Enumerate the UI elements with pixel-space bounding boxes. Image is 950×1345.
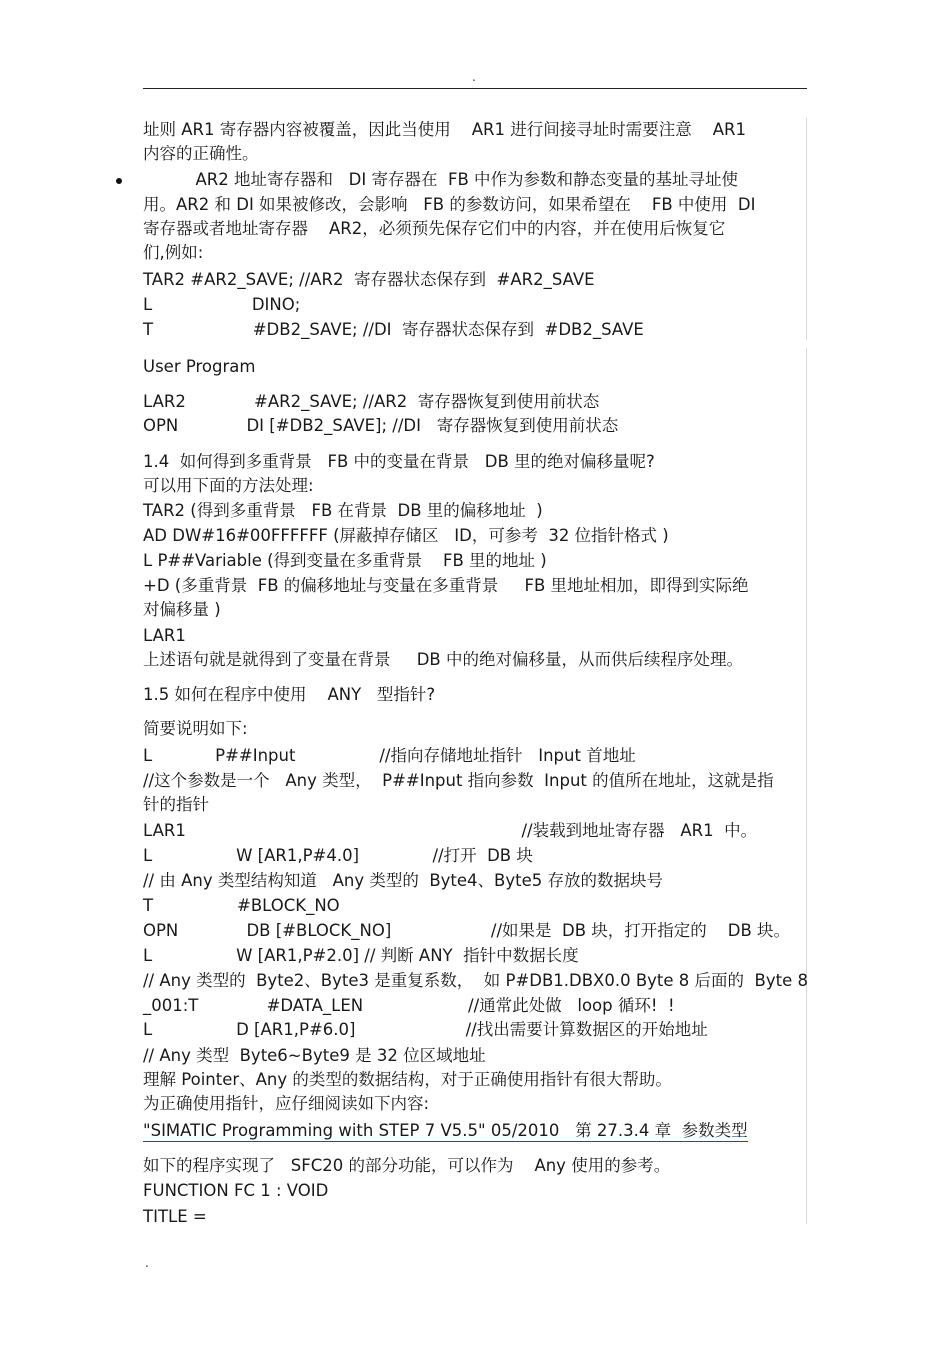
text-line: 简要说明如下: (143, 719, 248, 738)
section-heading: 1.4 如何得到多重背景 FB 中的变量在背景 DB 里的绝对偏移量呢? (143, 452, 655, 471)
code-line: TAR2 #AR2_SAVE; //AR2 寄存器状态保存到 #AR2_SAVE (143, 270, 595, 289)
code-line: 针的指针 (143, 795, 209, 814)
header-rule (143, 88, 807, 89)
code-line: OPN DB [#BLOCK_NO] //如果是 DB 块，打开指定的 DB 块。 (143, 921, 791, 940)
reference-link-text[interactable]: "SIMATIC Programming with STEP 7 V5.5" 05/2010 第 27.3.4 章 参数类型 (143, 1121, 748, 1140)
text-line: 理解 Pointer、Any 的类型的数据结构，对于正确使用指针有很大帮助。 (143, 1070, 672, 1089)
code-line: L P##Variable (得到变量在多重背景 FB 里的地址 ) (143, 551, 547, 570)
code-line: L D [AR1,P#6.0] //找出需要计算数据区的开始地址 (143, 1020, 708, 1039)
code-line: FUNCTION FC 1 : VOID (143, 1181, 329, 1200)
text-line: 址则 AR1 寄存器内容被覆盖，因此当使用 AR1 进行间接寻址时需要注意 AR1 (143, 120, 746, 139)
code-line: L W [AR1,P#4.0] //打开 DB 块 (143, 846, 533, 865)
code-line: _001:T #DATA_LEN //通常此处做 loop 循环! ! (143, 996, 675, 1015)
code-line: TITLE = (143, 1207, 207, 1226)
text-line: 为正确使用指针，应仔细阅读如下内容: (143, 1094, 430, 1113)
text-line: AR2 地址寄存器和 DI 寄存器在 FB 中作为参数和静态变量的基址寻址使 (143, 170, 739, 189)
code-line: // Any 类型的 Byte2、Byte3 是重复系数， 如 P#DB1.DBX0.0 Byte 8 后面的 Byte 8 (143, 971, 808, 990)
text-line: 们,例如: (143, 243, 204, 262)
code-line: T #BLOCK_NO (143, 896, 340, 915)
code-line: OPN DI [#DB2_SAVE]; //DI 寄存器恢复到使用前状态 (143, 416, 619, 435)
text-line: 如下的程序实现了 SFC20 的部分功能，可以作为 Any 使用的参考。 (143, 1156, 671, 1175)
footer-mark: . (145, 1256, 149, 1270)
header-mark: . (472, 70, 476, 84)
text-line: 上述语句就是就得到了变量在背景 DB 中的绝对偏移量，从而供后续程序处理。 (143, 650, 743, 669)
code-line: // Any 类型 Byte6~Byte9 是 32 位区域地址 (143, 1046, 486, 1065)
code-line: LAR1 (143, 626, 186, 645)
code-line: LAR1 //装载到地址寄存器 AR1 中。 (143, 821, 758, 840)
section-heading: 1.5 如何在程序中使用 ANY 型指针? (143, 685, 436, 704)
bullet-icon (116, 178, 122, 184)
code-line: T #DB2_SAVE; //DI 寄存器状态保存到 #DB2_SAVE (143, 320, 644, 339)
code-line: LAR2 #AR2_SAVE; //AR2 寄存器恢复到使用前状态 (143, 392, 600, 411)
code-line: 对偏移量 ) (143, 600, 221, 619)
code-line: L DINO; (143, 295, 301, 314)
column-border (806, 118, 807, 340)
text-line: 可以用下面的方法处理: (143, 476, 314, 495)
code-line: +D (多重背景 FB 的偏移地址与变量在多重背景 FB 里地址相加，即得到实际绝 (143, 576, 749, 595)
code-line: //这个参数是一个 Any 类型， P##Input 指向参数 Input 的值所在地址，这就是指 (143, 771, 774, 790)
text-line: 内容的正确性。 (143, 144, 259, 163)
text-line: 寄存器或者地址寄存器 AR2，必须预先保存它们中的内容，并在使用后恢复它 (143, 219, 726, 238)
code-line: L P##Input //指向存储地址指针 Input 首地址 (143, 746, 636, 765)
reference-link[interactable] (143, 1119, 748, 1143)
text-line: 用。AR2 和 DI 如果被修改，会影响 FB 的参数访问，如果希望在 FB 中使用 DI (143, 195, 756, 214)
code-line: User Program (143, 357, 256, 376)
code-line: L W [AR1,P#2.0] // 判断 ANY 指针中数据长度 (143, 946, 579, 965)
code-line: TAR2 (得到多重背景 FB 在背景 DB 里的偏移地址 ) (143, 501, 543, 520)
code-line: AD DW#16#00FFFFFF (屏蔽掉存储区 ID，可参考 32 位指针格式 ) (143, 526, 669, 545)
code-line: // 由 Any 类型结构知道 Any 类型的 Byte4、Byte5 存放的数据块号 (143, 871, 663, 890)
column-border (806, 348, 807, 1224)
